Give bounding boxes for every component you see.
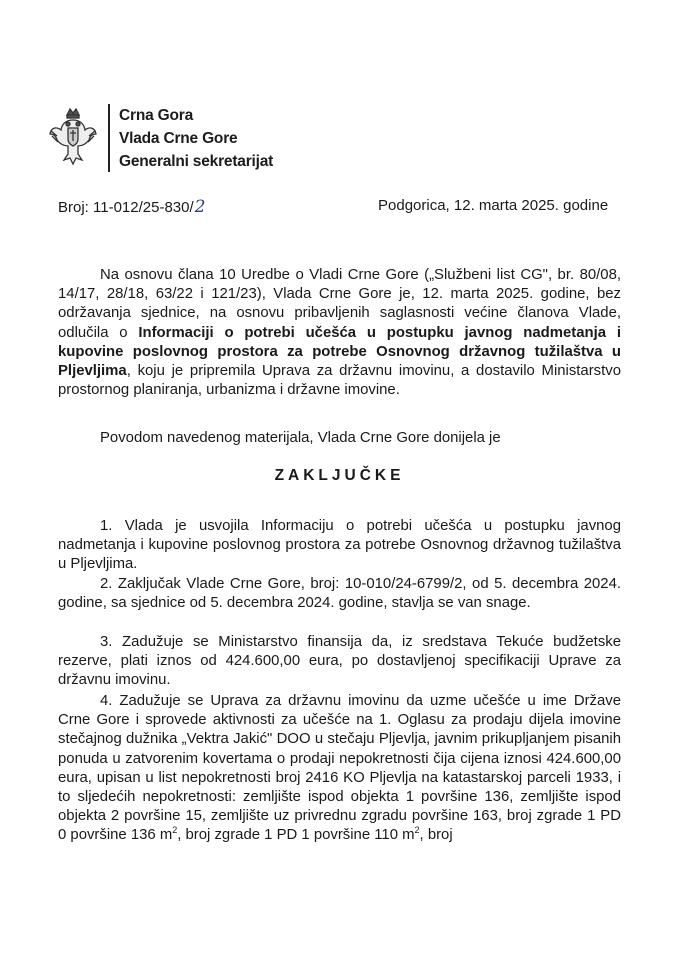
adopted-line: Povodom navedenog materijala, Vlada Crne Gore donijela je — [100, 430, 501, 446]
handwritten-suffix: 2 — [194, 197, 206, 217]
conclusion-4 — [58, 692, 621, 846]
intro-paragraph — [58, 266, 621, 400]
intro-text: Na osnovu člana 10 Uredbe o Vladi Crne Gore („Službeni list CG", br. 80/08, 14/17, 28/18, 63/22 i 121/23), Vlada Crne Gore je, 12. marta 2025. godine, bez održavanja sjednice, na osnovu pribavljenih saglasnosti većine članova Vlade, odlučila o — [58, 267, 621, 341]
conclusion-4-text-3: , broj — [419, 827, 453, 844]
header-country: Crna Gora — [119, 107, 193, 124]
intro-bold-title: Informaciji o potrebi učešća u postupku javnog nadmetanja i kupovine poslovnog prostora za potrebe Osnovnog državnog tužilaštva u Pljevljima — [58, 324, 621, 380]
header-secretariat: Generalni sekretarijat — [119, 153, 274, 170]
conclusions-heading: ZAKLJUČKE — [274, 467, 405, 484]
header-government: Vlada Crne Gore — [119, 130, 238, 147]
document-date: Podgorica, 12. marta 2025. godine — [378, 197, 609, 214]
superscript: 2 — [414, 825, 420, 836]
intro-text-end: , koju je pripremila Uprava za državnu imovinu, a dostavilo Ministarstvo prostornog planiranja, urbanizma i državne imovine. — [58, 363, 621, 399]
montenegro-coat-of-arms-icon — [48, 106, 98, 168]
conclusion-3: 3. Zadužuje se Ministarstvo finansija da, iz sredstava Tekuće budžetske rezerve, plati iznos od 424.600,00 eura, po dostavljenoj specifikaciji Uprave za državnu imovinu. — [58, 634, 621, 689]
conclusion-1: 1. Vlada je usvojila Informaciju o potrebi učešća u postupku javnog nadmetanja i kupovine poslovnog prostora za potrebe Osnovnog državnog tužilaštva u Pljevljima. — [58, 518, 621, 573]
conclusion-4-text-2: , broj zgrade 1 PD 1 površine 110 m — [177, 827, 415, 844]
header-divider — [108, 104, 110, 172]
superscript: 2 — [172, 825, 178, 836]
reference-number — [58, 197, 205, 217]
reference-number-text: Broj: 11-012/25-830/ — [58, 199, 194, 216]
conclusion-2: 2. Zaključak Vlade Crne Gore, broj: 10-010/24-6799/2, od 5. decembra 2024. godine, sa sjednice od 5. decembra 2024. godine, stavlja se van snage. — [58, 576, 621, 612]
conclusion-4-text: 4. Zadužuje se Uprava za državnu imovinu da uzme učešće u ime Države Crne Gore i sprovede aktivnosti za učešće na 1. Oglasu za prodaju dijela imovine stečajnog dužnika „Vektra Jakić" DOO u stečaju Pljevlja, javnim prikupljanjem pisanih ponuda u zatvorenim kovertama o prodaji nepokretnosti čija cijena iznosi 424.600,00 eura, upisan u list nepokretnosti broj 2416 KO Pljevlja na katastarskoj parceli 1933, i to sljedećih nepokretnosti: zemljište ispod objekta 1 površine 136, zemljište ispod objekta 2 površine 15, zemljište uz privrednu zgradu površine 163, broj zgrade 1 PD 0 površine 136 m — [58, 693, 621, 844]
